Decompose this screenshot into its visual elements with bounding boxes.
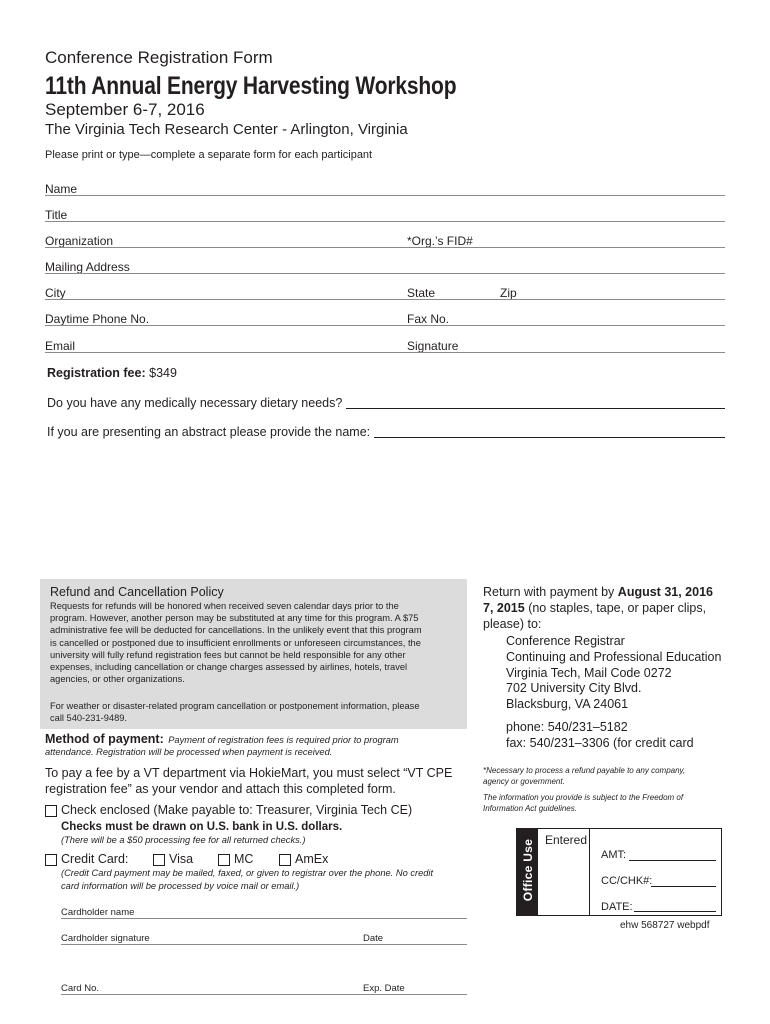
office-amt-field[interactable] [629,860,716,861]
name-label: Name [45,182,78,196]
abstract-answer-field[interactable] [374,437,725,438]
title-label: Title [45,208,68,222]
dietary-question: Do you have any medically necessary dietary needs? [47,396,343,410]
exp-date-label: Exp. Date [363,983,405,994]
mc-checkbox[interactable] [218,854,230,866]
deadline-a: August 31, 2016 [617,585,713,599]
address-line: Virginia Tech, Mail Code 0272 [506,665,672,680]
visa-label: Visa [169,852,194,866]
zip-label: Zip [500,286,517,300]
signature-date-label: Date [363,933,384,944]
method-of-payment-label: Method of payment: [45,732,164,746]
cardholder-name-label: Cardholder name [61,907,135,918]
policy-line: program. However, another person may be substituted at any time for this program. A $75 [50,613,419,624]
state-label: State [407,286,436,300]
phone-fax-field[interactable] [45,325,725,326]
refund-policy-box [40,579,467,729]
office-entered-label: Entered [545,833,588,847]
foia-note-line: The information you provide is subject to the Freedom of [483,793,684,802]
return-intro-3: please) to: [483,617,542,631]
card-number-field[interactable] [61,994,467,995]
credit-card-checkbox[interactable] [45,854,57,866]
mc-label: MC [234,852,254,866]
title-field[interactable] [45,221,725,222]
hokiemart-line-1: To pay a fee by a VT department via HokieMart, you must select “VT CPE [45,766,453,780]
form-code: ehw 568727 webpdf [620,920,710,931]
office-date-field[interactable] [634,911,716,912]
refund-policy-body [50,600,462,685]
event-location: The Virginia Tech Research Center - Arlington, Virginia [45,121,408,138]
policy-line: Requests for refunds will be honored when received seven calendar days prior to the [50,601,399,611]
method-note-1: Payment of registration fees is required prior to program [168,735,399,745]
org-fid-label: *Org.’s FID# [407,234,473,248]
event-dates: September 6-7, 2016 [45,100,205,119]
registration-fee [47,366,177,380]
abstract-question: If you are presenting an abstract please provide the name: [47,425,371,439]
registrar-fax: fax: 540/231–3306 (for credit card [506,736,694,750]
cardholder-signature-field[interactable] [61,944,467,945]
amex-label: AmEx [295,852,329,866]
policy-line: agencies, or other organizations. [50,674,185,685]
office-divider [589,829,590,915]
returned-check-note: (There will be a $50 processing fee for all returned checks.) [61,835,306,845]
foia-note [483,793,683,814]
office-cc-chk-label: CC/CHK#: [601,875,653,887]
form-type-label: Conference Registration Form [45,48,273,67]
office-date-label: DATE: [601,901,633,913]
organization-label: Organization [45,234,114,248]
dietary-answer-field[interactable] [346,408,725,409]
policy-line: For weather or disaster-related program cancellation or postponement information, please [50,701,420,711]
registration-fee-amount: $349 [149,366,177,380]
cardholder-signature-label: Cardholder signature [61,933,150,944]
weather-policy [50,700,462,724]
policy-line: administrative fee will be deducted for cancellations. In the unlikely event that this program [50,625,422,636]
office-use-tab [517,829,538,915]
email-label: Email [45,339,76,353]
address-line: 702 University City Blvd. [506,681,642,696]
office-cc-chk-field[interactable] [651,886,716,887]
cc-note-2: card information will be processed by voice mail or email.) [61,881,300,891]
office-use-label: Office Use [521,838,535,902]
organization-field[interactable] [45,247,725,248]
visa-checkbox[interactable] [153,854,165,866]
check-enclosed-checkbox[interactable] [45,805,57,817]
address-line: Conference Registrar [506,634,625,648]
email-signature-field[interactable] [45,352,725,353]
cc-note-1: (Credit Card payment may be mailed, faxed, or given to registrar over the phone. No credit [61,868,434,878]
fid-note [483,766,685,787]
address-line: Continuing and Professional Education [506,649,722,664]
check-enclosed-label: Check enclosed (Make payable to: Treasurer, Virginia Tech CE) [61,803,413,817]
card-no-label: Card No. [61,983,100,994]
policy-line: university will fully refund registration fees but cannot be held responsible for any other [50,649,406,660]
registration-fee-label: Registration fee: [47,366,146,380]
cardholder-name-field[interactable] [61,918,467,919]
city-state-zip-field[interactable] [45,299,725,300]
office-amt-label: AMT: [601,849,627,861]
fax-label: Fax No. [407,312,450,326]
registrar-phone: phone: 540/231–5182 [506,720,628,734]
return-intro-2: (no staples, tape, or paper clips, [524,601,707,615]
policy-line: call 540-231-9489. [50,713,128,724]
registrar-address [506,634,721,713]
mailing-address-label: Mailing Address [45,260,130,274]
city-label: City [45,286,66,300]
credit-card-label: Credit Card: [61,852,129,866]
refund-policy-title: Refund and Cancellation Policy [50,585,224,599]
policy-line: is cancelled or postponed due to insufficient enrollments or unforeseen circumstances, the [50,637,421,648]
deadline-b: 7, 2015 [483,601,525,615]
event-title: 11th Annual Energy Harvesting Workshop [45,72,457,100]
signature-label: Signature [407,339,459,353]
address-line: Blacksburg, VA 24061 [506,697,629,712]
mailing-address-field[interactable] [45,273,725,274]
amex-checkbox[interactable] [279,854,291,866]
method-note-2: attendance. Registration will be processed when payment is received. [45,747,333,757]
return-intro: Return with payment by [483,585,618,599]
office-use-box [516,828,722,916]
hokiemart-line-2: registration fee” as your vendor and attach this completed form. [45,782,396,796]
method-of-payment [45,733,470,746]
policy-line: expenses, including cancellation or change charges assessed by airlines, hotels, travel [50,662,408,673]
fid-note-line: agency or government. [483,776,565,786]
name-field[interactable] [45,195,725,196]
daytime-phone-label: Daytime Phone No. [45,312,150,326]
check-us-bank-note: Checks must be drawn on U.S. bank in U.S. dollars. [61,821,343,833]
return-instructions [483,584,733,632]
form-instructions: Please print or type—complete a separate form for each participant [45,149,373,161]
foia-note-line: Information Act guidelines. [483,803,577,813]
fid-note-line: *Necessary to process a refund payable to any company, [483,766,686,775]
